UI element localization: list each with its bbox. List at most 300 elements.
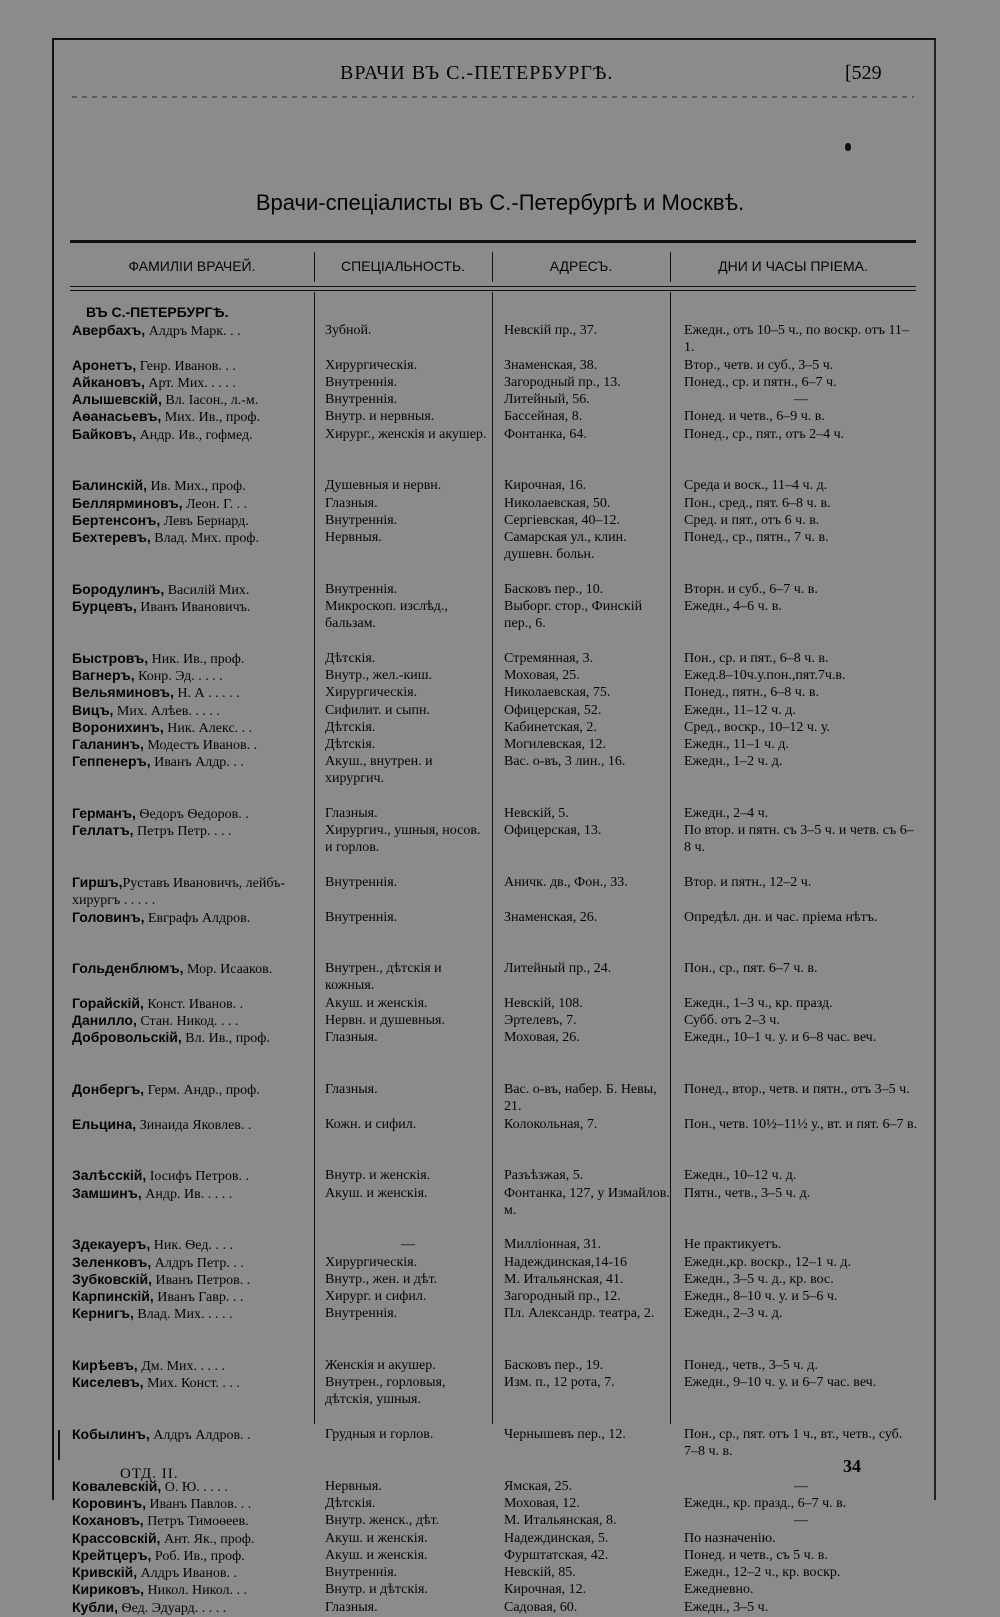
doctor-surname: Гиршъ, [72,874,123,890]
specialty-cell: Внутреннія. [325,1565,398,1580]
doctor-name [72,719,314,737]
table-row [0,909,1000,961]
doctor-given-name: Иванъ Павлов. . . [145,1497,252,1512]
address-cell: Офицерская, 13. [504,823,602,839]
address-cell: Невскій, 85. [504,1565,576,1580]
doctor-name [72,374,314,392]
hours-cell: Ежедн., 11–1 ч. д. [684,737,789,752]
table-row [0,1581,1000,1598]
address-cell: Самарская ул., клин. душевн. больн. [504,530,627,562]
doctor-surname: Авербахъ, [72,322,146,338]
address-cell: Чернышевъ пер., 12. [504,1427,626,1442]
doctor-surname: Вагнеръ, [72,667,135,683]
doctor-name [72,1116,314,1134]
hours-cell: Сред., воскр., 10–12 ч. у. [684,719,831,735]
specialty-cell: Внутрен., дѣтскія и кожныя. [325,961,442,994]
doctor-name [72,512,314,530]
doctor-given-name: Руставъ Ивановичъ, лейбъ-хирургъ . . . . . [72,876,286,908]
hours-cell: Ежедн., отъ 10–5 ч., по воскр. отъ 11–1. [684,323,909,355]
table-row [0,1236,1000,1253]
doctor-given-name: Ник. Алекс. . . [163,720,253,736]
doctor-given-name: Василій Мих. [164,582,250,598]
doctor-given-name: Леон. Г. . . [182,496,248,512]
doctor-name [72,736,314,754]
doctor-surname: Крассовскій, [72,1529,161,1546]
address-cell: Невскій пр., 37. [504,323,598,338]
hours-cell: Ежедн., 3–5 ч. д., кр. вос. [684,1271,834,1287]
doctor-given-name: Никол. Никол. . . [144,1583,248,1599]
doctor-surname: Германъ, [72,805,136,821]
hours-cell: Ежедн., кр. празд., 6–7 ч. в. [684,1496,847,1511]
col-header-specialty: СПЕЦІАЛЬНОСТЬ. [340,258,466,274]
specialty-cell: Глазныя. [325,495,378,511]
doctor-given-name: Андр. Ив. . . . . [141,1186,233,1202]
doctor-surname: Бертенсонъ, [72,511,161,528]
doctor-given-name: Роб. Ив., проф. [151,1548,245,1564]
doctor-surname: Кириковъ, [72,1581,145,1598]
address-cell: Садовая, 60. [504,1599,578,1615]
doctor-given-name: Андр. Ив., гофмед. [136,427,253,443]
doctor-surname: Кернигъ, [72,1305,134,1322]
doctor-name [72,1581,314,1599]
doctor-given-name: Петръ Петр. . . . [133,824,232,840]
address-cell: Знаменская, 38. [504,357,598,373]
doctor-name [72,1357,314,1375]
table-row [0,1271,1000,1288]
hours-cell: Пятн., четв., 3–5 ч. д. [684,1185,811,1201]
table-row [0,702,1000,719]
doctor-name [72,391,314,409]
doctor-given-name: Иванъ Петров. . [152,1272,251,1288]
table-row [0,1029,1000,1081]
doctor-name [72,1426,314,1444]
specialty-cell: Хирург., женскія и акушер. [325,426,487,442]
hours-cell: Ежедн., 8–10 ч. у. и 5–6 ч. [684,1289,838,1304]
address-cell: Офицерская, 52. [504,702,602,718]
address-cell: Басковъ пер., 10. [504,581,604,597]
specialty-cell: Внутр. и женскія. [325,1168,431,1184]
address-cell: Сергіевская, 40–12. [504,512,621,528]
doctor-name [72,1029,314,1047]
doctor-name [72,805,314,823]
doctor-name [72,1185,314,1203]
specialty-cell: Внутр., жел.-киш. [325,668,433,683]
doctor-name [72,1305,314,1323]
specialty-cell: Внутр., жен. и дѣт. [325,1271,438,1287]
hours-cell: — [794,1478,808,1494]
doctor-given-name: Вл. Ив., проф. [181,1031,270,1047]
table-row [0,1547,1000,1564]
table-row [0,581,1000,598]
hours-cell: Понед., четв., 3–5 ч. д. [684,1358,818,1373]
doctor-surname: Бурцевъ, [72,598,137,614]
doctor-surname: Вельяминовъ, [72,684,174,701]
doctor-surname: Киселевъ, [72,1374,144,1391]
specialty-cell: — [401,1237,415,1253]
specialty-cell: Хирургическія. [325,685,418,701]
doctor-surname: Данилло, [72,1012,137,1028]
doctor-name [72,1599,314,1617]
col-header-names: ФАМИЛІИ ВРАЧЕЙ. [128,258,256,274]
doctor-given-name: Ник. Ѳед. . . . [150,1238,233,1254]
address-cell: Надеждинская,14-16 [504,1254,628,1270]
address-cell: М. Итальянская, 41. [504,1271,624,1287]
hours-cell: Ежедн., 2–3 ч. д. [684,1306,783,1322]
table-row [0,1185,1000,1237]
address-cell: Стремянная, 3. [504,650,594,666]
hours-cell: Понед. и четв., 6–9 ч. в. [684,409,825,425]
doctor-given-name: Ѳедоръ Ѳедоров. . [135,807,249,822]
doctor-surname: Зубковскій, [72,1270,153,1287]
table-row [0,960,1000,995]
address-cell: Литейный пр., 24. [504,961,612,977]
address-cell: Фонтанка, 64. [504,426,587,442]
hours-cell: Ежедн., 10–1 ч. у. и 6–8 час. веч. [684,1030,877,1046]
table-row [0,1599,1000,1616]
doctor-surname: Балинскій, [72,477,147,494]
ink-spot [845,143,851,151]
hours-cell: — [794,392,808,407]
header-divider [72,96,914,98]
address-cell: М. Итальянская, 8. [504,1513,617,1529]
doctor-surname: Геппенеръ, [72,753,151,770]
table-row [0,1564,1000,1581]
hours-cell: Ежедн., 9–10 ч. у. и 6–7 час. веч. [684,1375,877,1391]
doctor-given-name: Ив. Мих., проф. [146,479,246,495]
hours-cell: Ежед.8–10ч.у.пон.,пят.7ч.в. [684,668,846,683]
doctor-surname: Бехтеревъ, [72,529,151,545]
doctor-name [72,650,314,668]
col-header-hours: ДНИ И ЧАСЫ ПРІЕМА. [718,258,868,274]
doctor-surname: Горайскій, [72,994,144,1011]
doctor-name [72,995,314,1013]
table-row [0,822,1000,874]
table-row [0,322,1000,357]
specialty-cell: Внутр. и нервныя. [325,409,435,425]
doctor-name [72,1478,314,1496]
address-cell: Басковъ пер., 19. [504,1358,604,1373]
doctor-name [72,529,314,547]
doctor-given-name: Мих. Ив., проф. [161,410,260,426]
col-divider [492,252,493,282]
address-cell: Кирочная, 16. [504,478,587,494]
specialty-cell: Женскія и акушер. [325,1358,436,1373]
doctor-given-name: Конр. Эд. . . . . [134,669,223,684]
doctor-name [72,495,314,513]
specialty-cell: Кожн. и сифил. [325,1116,417,1132]
address-cell: Невскій, 108. [504,995,583,1011]
address-cell: Изм. п., 12 рота, 7. [504,1375,615,1391]
specialty-cell: Хирург. и сифил. [325,1289,427,1304]
doctor-name [72,1495,314,1513]
table-row [0,1374,1000,1426]
address-cell: Николаевская, 75. [504,685,611,701]
doctor-given-name: Герм. Андр., проф. [144,1083,260,1098]
address-cell: Разъѣзжая, 5. [504,1168,584,1184]
table-row [0,1530,1000,1547]
specialty-cell: Акуш. и женскія. [325,1185,428,1201]
doctor-given-name: Ант. Як., проф. [160,1531,255,1547]
table-row [0,1012,1000,1029]
specialty-cell: Внутр. женск., дѣт. [325,1513,440,1529]
address-cell: Загородный пр., 12. [504,1289,621,1304]
doctor-name [72,1254,314,1272]
hours-cell: Понед., ср. и пятн., 6–7 ч. [684,374,837,390]
specialty-cell: Нервныя. [325,1478,382,1494]
hours-cell: Пон., сред., пят. 6–8 ч. в. [684,495,831,511]
table-row [0,684,1000,701]
address-cell: Моховая, 26. [504,1030,580,1046]
address-cell: Загородный пр., 13. [504,374,621,390]
doctor-surname: Кирѣевъ, [72,1357,138,1373]
doctor-name [72,753,314,771]
col-divider [314,252,315,282]
doctor-given-name: О. Ю. . . . . [161,1479,228,1495]
doctor-surname: Ковалевскій, [72,1477,162,1494]
specialty-cell: Хирургич., ушныя, носов. и горлов. [325,823,481,856]
specialty-cell: Глазныя. [325,1599,378,1615]
address-cell: Вас. о-въ, набер. Б. Невы, 21. [504,1082,657,1114]
doctor-name [72,357,314,375]
doctor-surname: Коровинъ, [72,1495,146,1511]
doctor-given-name: Влад. Мих. . . . . [133,1307,233,1323]
specialty-cell: Внутреннія. [325,909,398,925]
doctor-given-name: Арт. Мих. . . . . [144,375,236,391]
hours-cell: По втор. и пятн. съ 3–5 ч. и четв. съ 6–8 ч. [684,823,914,856]
specialty-cell: Дѣтскія. [325,1496,376,1511]
doctor-given-name: Мих. Конст. . . . [143,1376,240,1392]
specialty-cell: Акуш. и женскія. [325,1547,428,1563]
specialty-cell: Глазныя. [325,1030,378,1046]
doctor-surname: Алышевскій, [72,391,162,407]
doctor-name [72,1564,314,1582]
specialty-cell: Глазныя. [325,806,378,821]
doctor-surname: Крейтцеръ, [72,1546,152,1563]
doctor-name [72,1530,314,1548]
table-row [0,1254,1000,1271]
doctor-name [72,684,314,702]
table-row [0,736,1000,753]
doctor-given-name: Иванъ Алдр. . . [150,755,244,771]
doctor-name [72,1512,314,1530]
doctor-name [72,426,314,444]
hours-cell: Ежедн., 4–6 ч. в. [684,599,782,614]
doctor-surname: Галанинъ, [72,736,144,752]
doctor-name [72,1012,314,1030]
address-cell: Выборг. стор., Финскій пер., 6. [504,599,643,631]
doctor-given-name: Алдръ Иванов. . [137,1566,237,1581]
specialty-cell: Внутреннія. [325,875,398,890]
doctor-name [72,598,314,616]
table-row [0,874,1000,909]
address-cell: Эртелевъ, 7. [504,1013,577,1028]
doctor-surname: Бородулинъ, [72,580,165,597]
address-cell: Пл. Александр. театра, 2. [504,1306,655,1322]
page-title: Врачи-спеціалисты въ С.-Петербургѣ и Москвѣ. [255,190,745,215]
table-row [0,408,1000,425]
doctor-surname: Геллатъ, [72,822,134,839]
doctor-list [0,322,1000,1616]
address-cell: Надеждинская, 5. [504,1530,609,1546]
specialty-cell: Хирургическія. [325,357,418,373]
section-heading: ВЪ С.-ПЕТЕРБУРГѢ. [86,304,229,320]
doctor-name [72,667,314,685]
doctor-name [72,1374,314,1392]
doctor-given-name: Алдръ Алдров. . [149,1428,251,1443]
address-cell: Кирочная, 12. [504,1582,587,1598]
address-cell: Фонтанка, 127, у Измайлов. м. [504,1185,670,1218]
hours-cell: Понед. и четв., съ 5 ч. в. [684,1547,828,1563]
table-row [0,719,1000,736]
table-row [0,1081,1000,1116]
address-cell: Фурштатская, 42. [504,1547,609,1563]
doctor-name [72,960,314,978]
doctor-surname: Ельцина, [72,1115,137,1132]
address-cell: Моховая, 25. [504,668,580,683]
doctor-name [72,702,314,720]
specialty-cell: Дѣтскія. [325,737,376,752]
specialty-cell: Зубной. [325,323,372,338]
doctor-surname: Кохановъ, [72,1512,144,1529]
hours-cell: Ежедневно. [684,1582,754,1598]
specialty-cell: Нервныя. [325,530,382,545]
table-row [0,1305,1000,1357]
specialty-cell: Сифилит. и сыпн. [325,702,431,718]
specialty-cell: Грудныя и горлов. [325,1427,434,1442]
hours-cell: Понед., ср., пят., отъ 2–4 ч. [684,426,845,442]
hours-cell: Втор., четв. и суб., 3–5 ч. [684,357,834,373]
doctor-name [72,909,314,927]
doctor-surname: Байковъ, [72,425,137,442]
doctor-name [72,408,314,426]
doctor-surname: Кобылинъ, [72,1426,150,1442]
hours-cell: Ежедн., 11–12 ч. д. [684,702,796,718]
address-cell: Литейный, 56. [504,392,590,407]
hours-cell: — [794,1513,808,1529]
hours-cell: Ежедн., 1–3 ч., кр. празд. [684,995,833,1011]
doctor-given-name: Алдръ Марк. . . [145,324,241,339]
address-cell: Вас. о-въ, 3 лин., 16. [504,754,626,770]
table-row [0,1357,1000,1374]
table-row [0,426,1000,478]
hours-cell: Среда и воск., 11–4 ч. д. [684,478,828,494]
doctor-given-name: Конст. Иванов. . [143,996,244,1012]
doctor-surname: Добровольскій, [72,1029,182,1046]
doctor-surname: Донбергъ, [72,1081,145,1097]
page-edge [58,1430,60,1460]
table-row [0,995,1000,1012]
specialty-cell: Нервн. и душевныя. [325,1013,445,1028]
table-row [0,529,1000,581]
doctor-surname: Здекауеръ, [72,1236,151,1253]
hours-cell: Понед., пятн., 6–8 ч. в. [684,685,819,701]
address-cell: Колокольная, 7. [504,1116,598,1132]
hours-cell: Пон., ср., пят. отъ 1 ч., вт., четв., суб. 7–8 ч. в. [684,1427,903,1459]
doctor-given-name: Мих. Алѣев. . . . . [113,703,220,719]
doctor-surname: Карпинскій, [72,1288,154,1304]
hours-cell: Ежедн., 2–4 ч. [684,806,769,821]
specialty-cell: Душевныя и нервн. [325,478,442,494]
doctor-given-name: Ник. Ив., проф. [148,651,245,667]
doctor-given-name: Іосифъ Петров. . [146,1169,250,1185]
header-rule [70,290,916,291]
hours-cell: По назначенію. [684,1530,776,1546]
doctor-name [72,1547,314,1565]
doctor-given-name: Мор. Исааков. [183,962,273,978]
address-cell: Моховая, 12. [504,1496,580,1511]
doctor-surname: Головинъ, [72,908,145,925]
hours-cell: Опредѣл. дн. и час. пріема нѣтъ. [684,909,878,925]
address-cell: Невскій, 5. [504,806,569,821]
specialty-cell: Акуш., внутрен. и хирургич. [325,754,433,787]
doctor-name [72,1167,314,1185]
doctor-surname: Вицъ, [72,701,114,718]
doctor-given-name: Алдръ Петр. . . [151,1255,244,1271]
doctor-given-name: Евграфъ Алдров. [144,910,251,926]
col-divider [670,252,671,282]
table-row [0,1512,1000,1529]
address-cell: Могилевская, 12. [504,737,607,752]
table-row [0,667,1000,684]
doctor-name [72,322,314,340]
doctor-name [72,1271,314,1289]
specialty-cell: Внутреннія. [325,374,398,390]
specialty-cell: Акуш. и женскія. [325,995,428,1011]
table-row [0,1167,1000,1184]
table-row [0,391,1000,408]
doctor-surname: Аѳанасьевъ, [72,408,162,425]
specialty-cell: Дѣтскія. [325,719,376,735]
specialty-cell: Микроскоп. изслѣд., бальзам. [325,599,448,631]
doctor-given-name: Зинаида Яковлев. . [136,1117,252,1133]
running-header [0,62,1000,92]
doctor-surname: Кривскій, [72,1564,138,1580]
hours-cell: Ежедн., 1–2 ч. д. [684,754,783,770]
hours-cell: Ежедн.,кр. воскр., 12–1 ч. д. [684,1254,852,1270]
doctor-surname: Быстровъ, [72,649,149,666]
doctor-name [72,581,314,599]
doctor-name [72,822,314,840]
specialty-cell: Акуш. и женскія. [325,1530,428,1546]
table-row [0,753,1000,805]
address-cell: Милліонная, 31. [504,1237,601,1253]
doctor-given-name: Петръ Тимоѳеев. [143,1514,249,1530]
hours-cell: Субб. отъ 2–3 ч. [684,1013,780,1028]
doctor-surname: Замшинъ, [72,1184,142,1201]
specialty-cell: Глазныя. [325,1082,378,1097]
header-rule [70,286,916,287]
specialty-cell: Внутрен., горловыя, дѣтскія, ушныя. [325,1375,446,1408]
table-row [0,374,1000,391]
table-row [0,512,1000,529]
table-row [0,598,1000,650]
hours-cell: Понед., ср., пятн., 7 ч. в. [684,530,829,545]
address-cell: Аничк. дв., Фон., 33. [504,875,628,890]
doctor-given-name: Н. А . . . . . [173,686,240,702]
doctor-given-name: Дм. Мих. . . . . [137,1359,226,1374]
specialty-cell: Внутреннія. [325,581,398,597]
table-row [0,477,1000,494]
col-header-address: АДРЕСЪ. [549,258,613,274]
doctor-given-name: Ѳед. Эдуард. . . . . [118,1600,227,1616]
hours-cell: Ежедн., 12–2 ч., кр. воскр. [684,1565,841,1580]
hours-cell: Ежедн., 10–12 ч. д. [684,1168,797,1184]
doctor-surname: Воронихинъ, [72,718,164,735]
doctor-surname: Гольденблюмъ, [72,960,184,977]
doctor-given-name: Генр. Иванов. . . [136,358,236,374]
doctor-given-name: Левъ Бернард. [160,513,249,529]
running-title: ВРАЧИ ВЪ С.-ПЕТЕРБУРГѢ. [340,62,614,84]
